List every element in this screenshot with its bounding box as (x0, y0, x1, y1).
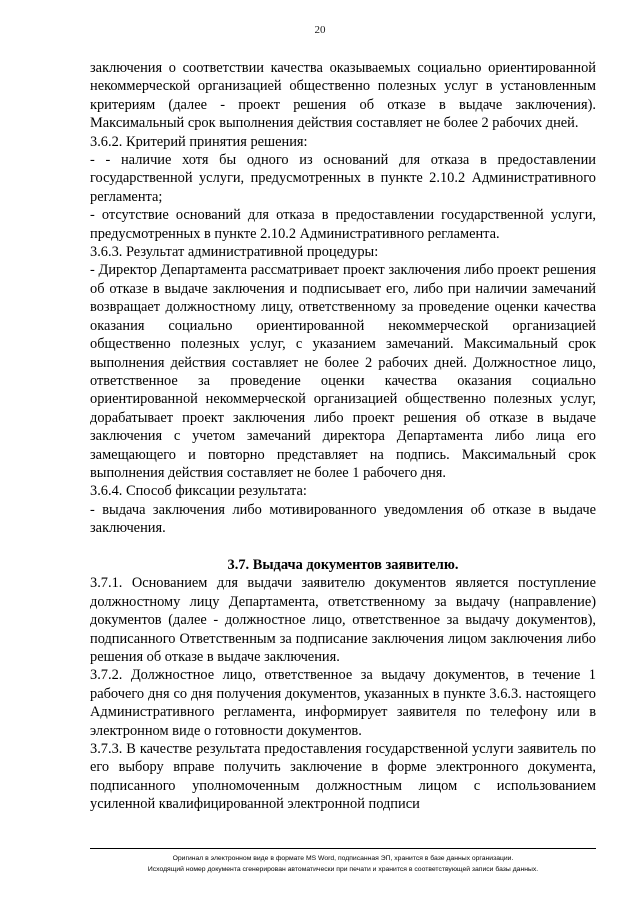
document-body (90, 59, 596, 814)
section-heading: 3.7. Выдача документов заявителю. (227, 556, 459, 573)
paragraph-3-6-3: 3.6.3. Результат административной процедуры: (90, 244, 379, 261)
list-item-director-review: - Директор Департамента рассматривает проект заключения либо проект решения об отказе в выдаче заключения и подписывает его, либо при наличии замечаний возвращает должностному лицу, ответственному за проведение оценки качества оказания социально ориентированной некоммерческой организацией общественно полезных услуг, с указанием замечаний. Максимальный срок выполнения действия составляет не более 2 рабочих дней. Должностное лицо, ответственное за проведение оценки качества оказания социально ориентированной некоммерческой организацией общественно полезных услуг, дорабатывает проект заключения либо проект решения об отказе в выдаче заключения с учетом замечаний директора Департамента либо лица его замещающего и повторно представляет на подпись. Максимальный срок выполнения действия составляет не более 1 рабочего дня. (90, 262, 596, 481)
footer-line-original: Оригинал в электронном виде в формате MS Word, подписанная ЭП, хранится в базе данных организации. (172, 855, 514, 862)
footer (70, 854, 616, 875)
footer-divider (90, 848, 596, 849)
page-number: 20 (314, 24, 326, 36)
list-item-grounds-present: - - наличие хотя бы одного из оснований для отказа в предоставлении государственной услуги, предусмотренных в пункте 2.10.2 Административного регламента; (90, 152, 596, 205)
paragraph-3-7-2: 3.7.2. Должностное лицо, ответственное за выдачу документов, в течение 1 рабочего дня со дня получения документов, указанных в пункте 3.6.3. настоящего Административного регламента, информирует заявителя по телефону или в электронном виде о готовности документов. (90, 667, 596, 739)
paragraph-3-6-4: 3.6.4. Способ фиксации результата: (90, 483, 307, 500)
footer-line-number: Исходящий номер документа сгенерирован автоматически при печати и хранится в соответствующей записи базы данных. (147, 865, 539, 873)
paragraph-conclusion-refusal: заключения о соответствии качества оказываемых социально ориентированной некоммерческой организацией общественно полезных услуг в установленным критериям (далее - проект решения об отказе в выдаче заключения). Максимальный срок выполнения действия составляет не более 2 рабочих дней. (90, 60, 596, 132)
blank-line (90, 538, 596, 556)
paragraph-3-7-3: 3.7.3. В качестве результата предоставления государственной услуги заявитель по его выбору вправе получить заключение в форме электронного документа, подписанного уполномоченным должностным лицом с использованием усиленной квалифицированной электронной подписи (90, 741, 596, 813)
list-item-grounds-absent: - отсутствие оснований для отказа в предоставлении государственной услуги, предусмотренных в пункте 2.10.2 Административного регламента. (90, 207, 596, 242)
paragraph-3-6-2: 3.6.2. Критерий принятия решения: (90, 133, 308, 150)
list-item-issuance: - выдача заключения либо мотивированного уведомления об отказе в выдаче заключения. (90, 501, 596, 537)
paragraph-3-7-1: 3.7.1. Основанием для выдачи заявителю документов является поступление должностному лицу Департамента, ответственному за выдачу (направление) документов (далее - должностное лицо, ответственное за выдачу документов), подписанного Ответственным за подписание заключения лицом заключения либо решения об отказе в выдаче заключения. (90, 575, 596, 665)
